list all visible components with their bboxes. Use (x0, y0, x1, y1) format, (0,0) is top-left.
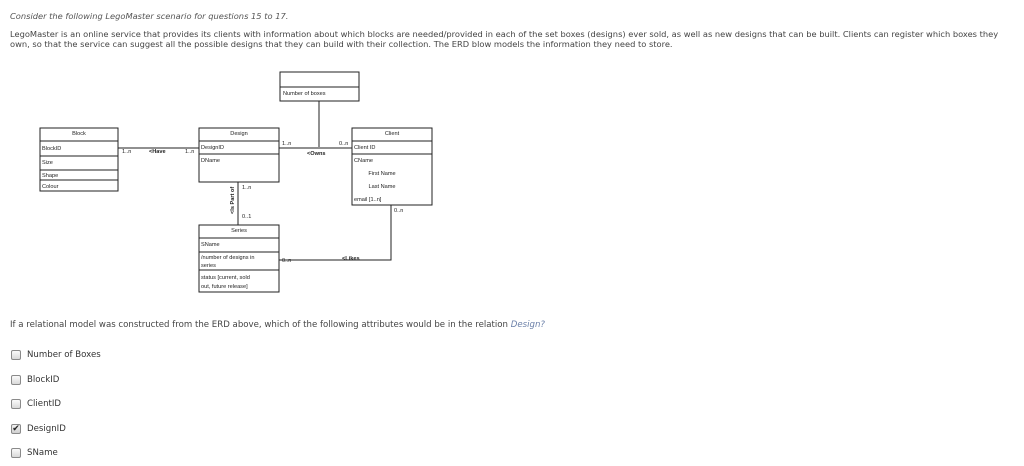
block-attr: Colour (42, 184, 59, 190)
series-attr: SName (201, 242, 220, 248)
client-attr: CName (354, 158, 373, 164)
client-attr: email [1..n] (354, 197, 382, 203)
client-attr: Client ID (354, 145, 376, 151)
block-attr: Shape (42, 173, 59, 179)
checkbox[interactable] (11, 399, 21, 409)
client-attr: Last Name (368, 184, 396, 190)
option-label: ClientID (27, 399, 62, 410)
series-attr: series (201, 263, 216, 269)
block-attr: Size (42, 160, 53, 166)
design-attr: DName (201, 158, 220, 164)
option-label: DesignID (27, 423, 66, 434)
cardinality-label: 0..n (394, 208, 404, 214)
cardinality-label: 0..n (282, 258, 292, 264)
intro-lead: Consider the following (10, 11, 106, 21)
cardinality-label: 1..n (122, 149, 132, 155)
question-emphasis: Design? (510, 320, 545, 330)
cardinality-label: 1..n (242, 185, 252, 191)
design-title: Design (230, 131, 248, 137)
option-label: BlockID (27, 374, 60, 385)
scenario-description: LegoMaster is an online service that provides its clients with information about which blocks are needed/provided in each of the set boxes (designs) ever sold, as well as new designs that can be built. Clients can register which boxes they own, so that the service can suggest all the possible designs that they can build with their collection. The ERD blow models the information they need to store. (10, 29, 999, 49)
option-blockid[interactable] (11, 368, 101, 393)
cardinality-label: 0..1 (242, 214, 252, 220)
option-label: SName (27, 448, 58, 459)
checkbox[interactable] (11, 448, 21, 458)
likes-line (279, 205, 391, 260)
cardinality-label: 1..n (185, 149, 195, 155)
cardinality-label: 1..n (282, 141, 292, 147)
series-attr: status [current, sold (201, 275, 250, 281)
likes-relationship-label: <Likes (342, 256, 360, 262)
checkbox[interactable] (11, 350, 21, 360)
number-of-boxes-label: Number of boxes (283, 91, 326, 97)
client-title: Client (384, 131, 400, 137)
design-attr: DesignID (201, 145, 225, 151)
owns-relationship-label: <Owns (307, 151, 326, 157)
question-text (10, 320, 545, 330)
block-title: Block (72, 131, 86, 137)
intro-tail: scenario for questions 15 to 17. (153, 11, 289, 21)
option-designid[interactable] (11, 417, 101, 442)
series-attr: /number of designs in (201, 255, 255, 261)
option-clientid[interactable] (11, 392, 101, 417)
have-relationship-label: <Have (149, 149, 166, 155)
intro-brand: LegoMaster (105, 11, 154, 21)
question-body: If a relational model was constructed from the ERD above, which of the following attributes would be in the relation (10, 320, 511, 330)
client-entity (352, 128, 432, 205)
answer-options (11, 343, 101, 466)
option-number-of-boxes[interactable] (11, 343, 101, 368)
is-part-of-relationship-label: <Is Part of (230, 186, 236, 214)
option-label: Number of Boxes (27, 350, 101, 361)
client-attr: First Name (368, 171, 396, 177)
checkbox[interactable]: ✔ (12, 423, 20, 434)
cardinality-label: 0..n (339, 141, 349, 147)
series-attr: out, future release] (201, 284, 248, 290)
block-attr: BlockID (42, 146, 62, 152)
checkbox[interactable] (11, 375, 21, 385)
series-title: Series (231, 228, 247, 234)
